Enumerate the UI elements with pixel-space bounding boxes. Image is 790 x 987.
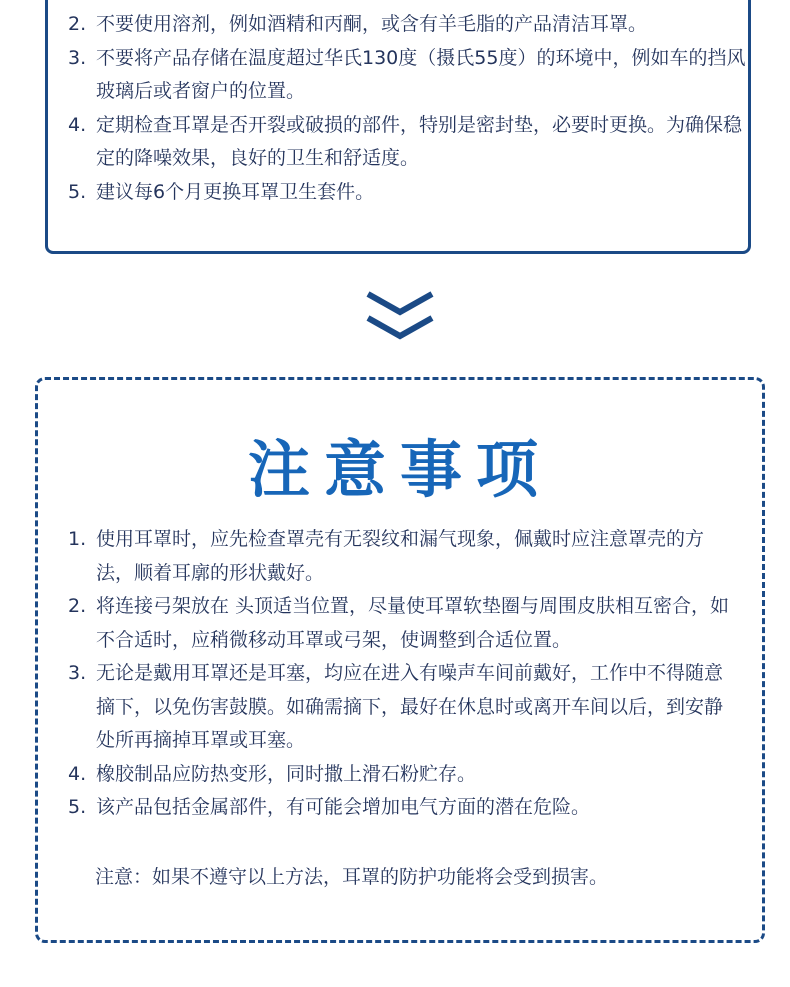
list-item: 4. 定期检查耳罩是否开裂或破损的部件，特别是密封垫，必要时更换。为确保稳定的降噪效果，良好的卫生和舒适度。: [68, 113, 743, 169]
notice-footer: 注意：如果不遵守以上方法，耳罩的防护功能将会受到损害。: [95, 866, 609, 888]
list-item: 3. 不要将产品存储在温度超过华氏130度（摄氏55度）的环境中，例如车的挡风玻璃后或者窗户的位置。: [68, 46, 746, 102]
list-item: 3. 无论是戴用耳罩还是耳塞，均应在进入有噪声车间前戴好，工作中不得随意摘下，以免伤害鼓膜。如确需摘下，最好在休息时或离开车间以后，到安静处所再摘掉耳罩或耳塞。: [68, 662, 724, 751]
list-item: 4. 橡胶制品应防热变形，同时撒上滑石粉贮存。: [68, 762, 477, 785]
notice-title: 注意事项: [247, 433, 552, 506]
list-item: 5. 该产品包括金属部件，有可能会增加电气方面的潜在危险。: [68, 796, 591, 818]
list-item: 2. 不要使用溶剂，例如酒精和丙酮，或含有羊毛脂的产品清洁耳罩。: [68, 13, 648, 35]
list-item: [48, 0, 748, 8]
care-instructions-box: [45, 0, 751, 254]
list-item: 1. 使用耳罩时，应先检查罩壳有无裂纹和漏气现象，佩戴时应注意罩壳的方法，顺着耳廓的形状戴好。: [68, 528, 705, 584]
double-chevron-down-icon: [364, 290, 436, 344]
list-item: 2. 将连接弓架放在 头顶适当位置，尽量使耳罩软垫圈与周围皮肤相互密合，如不合适时，应稍微移动耳罩或弓架，使调整到合适位置。: [68, 595, 730, 651]
notice-box: [35, 377, 765, 943]
list-item: 5. 建议每6个月更换耳罩卫生套件。: [68, 180, 375, 203]
care-list: [48, 0, 748, 209]
notice-list: [48, 523, 738, 825]
